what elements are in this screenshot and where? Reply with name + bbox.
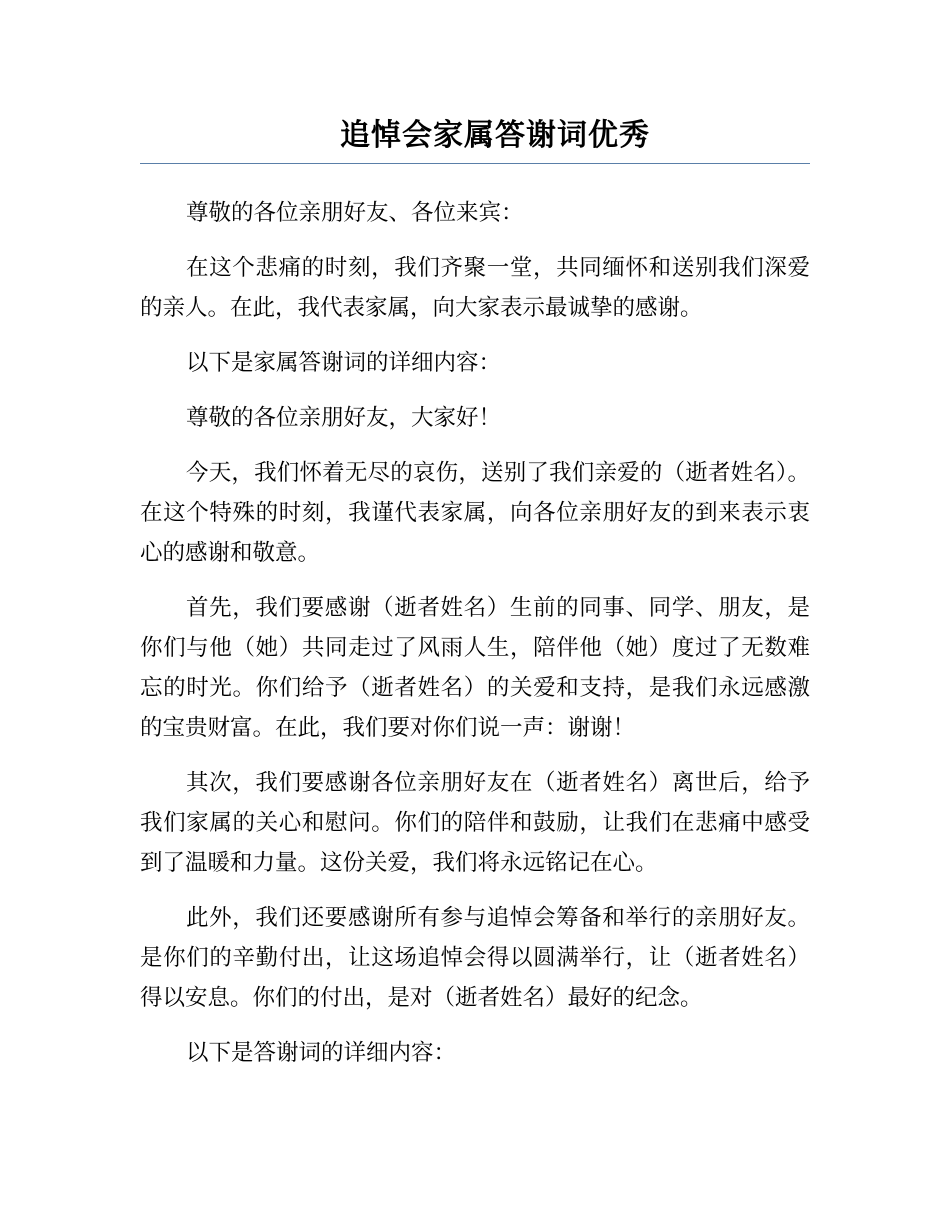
body-paragraph: 在这个悲痛的时刻，我们齐聚一堂，共同缅怀和送别我们深爱的亲人。在此，我代表家属，向大家表示最诚挚的感谢。 [140,255,810,321]
title-underline [140,163,810,164]
body-paragraph: 以下是家属答谢词的详细内容： [186,350,502,376]
body-paragraph: 今天，我们怀着无尽的哀伤，送别了我们亲爱的（逝者姓名）。在这个特殊的时刻，我谨代表家属，向各位亲朋好友的到来表示衷心的感谢和敬意。 [140,460,810,566]
salutation-paragraph: 尊敬的各位亲朋好友、各位来宾： [186,200,524,226]
body-paragraph: 尊敬的各位亲朋好友，大家好！ [186,405,502,431]
body-paragraph: 以下是答谢词的详细内容： [186,1040,457,1066]
document-title: 追悼会家属答谢词优秀 [340,118,650,153]
document-body [140,193,810,1088]
body-paragraph: 此外，我们还要感谢所有参与追悼会筹备和举行的亲朋好友。是你们的辛勤付出，让这场追悼会得以圆满举行，让（逝者姓名）得以安息。你们的付出，是对（逝者姓名）最好的纪念。 [140,905,810,1011]
body-paragraph: 其次，我们要感谢各位亲朋好友在（逝者姓名）离世后，给予我们家属的关心和慰问。你们的陪伴和鼓励，让我们在悲痛中感受到了温暖和力量。这份关爱，我们将永远铭记在心。 [140,770,810,876]
body-paragraph: 首先，我们要感谢（逝者姓名）生前的同事、同学、朋友，是你们与他（她）共同走过了风雨人生，陪伴他（她）度过了无数难忘的时光。你们给予（逝者姓名）的关爱和支持，是我们永远感激的宝贵财富。在此，我们要对你们说一声：谢谢！ [140,595,810,741]
